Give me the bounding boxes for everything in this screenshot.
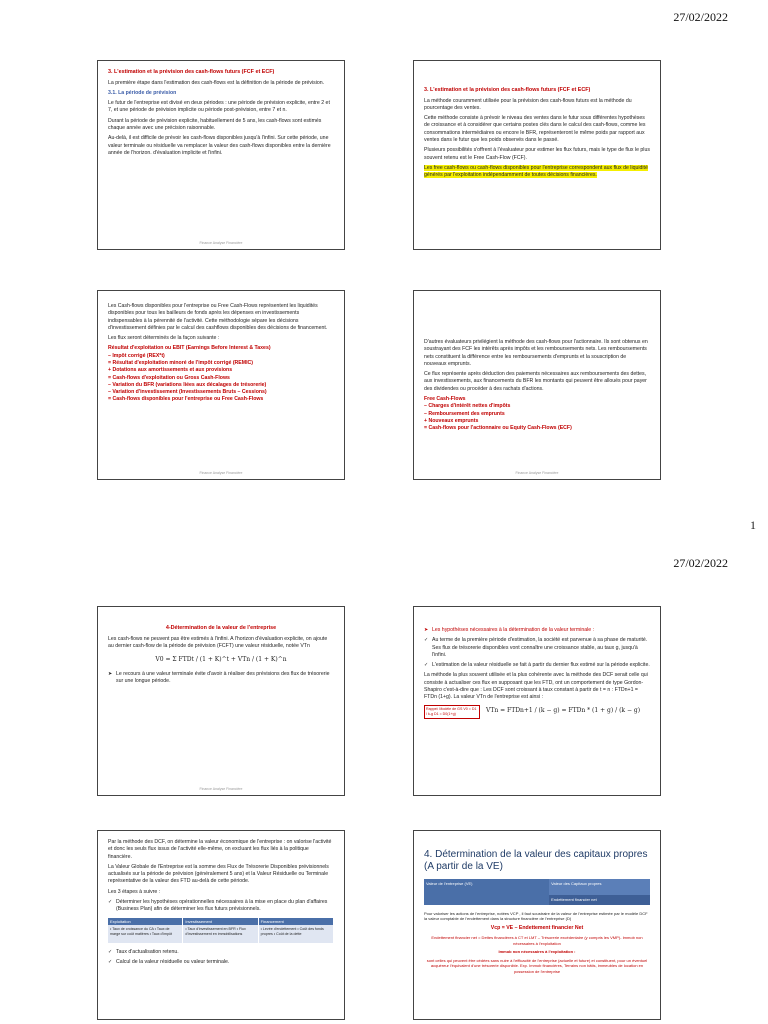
slide-footer: Finance Analyse Financière [515, 471, 559, 475]
slide-text: Les Cash-flows disponibles pour l'entreprise ou Free Cash-Flows représentent les liquidités disponibles pour tous les bailleurs de fonds après les dépenses en investissements indispensables à la pérennité de l'activité. Cette méthodologie sépare les décisions d'investissement définies par le calcul des cashflows disponibles des décisions de financement. [108, 303, 328, 331]
hypothesis-table-header [108, 918, 334, 926]
flow-line: – Variation d'investissement (Investissements Bruts – Cessions) [108, 389, 267, 396]
slide-2 [413, 60, 661, 250]
ve-block: Valeur de l'entreprise (VE) [424, 879, 549, 905]
slide-text: Les 3 étapes à suivre : [108, 888, 161, 895]
slide-text: Le futur de l'entreprise est divisé en deux périodes : une période de prévision explicite, entre 2 et 7, et une période de prévision implicite ou période post-prévision, entre 7 et n. [108, 100, 330, 114]
flow-line: – Charges d'intérêt nettes d'impôts [424, 403, 511, 410]
bullet-text: ✓ L'estimation de la valeur résiduelle se fait à partir du dernier flux estimé sur la période explicite. [424, 662, 650, 669]
slide-text: D'autres évaluateurs privilégient la méthode des cash-flows pour l'actionnaire. Ils sont obtenus en soustrayant des FCF les intérêts après impôts et les remboursements nets. Les remboursements nets constituent la différence entre les remboursements d'emprunts et la souscription de nouveaux emprunts. [424, 339, 648, 367]
slide-text: Au-delà, il est difficile de prévoir les cash-flows disponibles jusqu'à l'infini. Sur cette période, une valeur terminale ou résiduelle va remplacer la valeur des cash-flows disponibles entre la dernière année de l'horizon. d'évaluation implicite et l'infini. [108, 135, 331, 156]
ve-diagram [424, 879, 650, 905]
slide-title: 4. Détermination de la valeur des capitaux propres (A partir de la VE) [424, 849, 648, 872]
flow-line: = Cash-flows pour l'actionnaire ou Equity Cash-Flows (ECF) [424, 425, 572, 432]
slide-title: 3. L'estimation et la prévision des cash-flows futurs (FCF et ECF) [108, 69, 275, 75]
formula: VTn = FTDn+1 / (k − g) = FTDn * (1 + g) / (k − g) [486, 707, 641, 715]
flow-line: + Nouveaux emprunts [424, 417, 479, 424]
flow-line: Résultat d'exploitation ou EBIT (Earnings Before Interest & Taxes) [108, 345, 271, 352]
slide-footer: Finance Analyse Financière [199, 787, 243, 791]
flow-line: = Cash-flows disponibles pour l'entreprise ou Free Cash-Flows [108, 396, 264, 403]
slide-6 [413, 606, 661, 796]
slide-5 [97, 606, 345, 796]
page-date: 27/02/2022 [673, 10, 728, 24]
slide-title: 3. L'estimation et la prévision des cash-flows futurs (FCF et ECF) [424, 87, 591, 93]
slide-text: ➤ Le recours à une valeur terminale évite d'avoir à réaliser des prévisions des flux de trésorerie sur une longue période. [108, 671, 334, 686]
flow-list [424, 396, 650, 432]
bullet-text: ✓ Taux d'actualisation retenu. [108, 949, 334, 956]
table-cell: • Levée d'endettement • Coût des fonds propres • Coût de la dette [259, 925, 334, 943]
slide-text: Ce flux représente après déduction des paiements nécessaires aux remboursements des dettes, aux investissements, aux financements du BFR les montants qui peuvent être alloués pour payer des dividendes ou procéder à des rachats d'actions. [424, 371, 647, 392]
page-number: 1 [750, 518, 756, 532]
table-header-cell: Exploitation [108, 918, 183, 926]
slide-text: La Valeur Globale de l'Entreprise est la somme des Flux de Trésorerie Disponibles prévisionnels actualisés sur la période de prévision (généralement 5 ans) et la Valeur Résiduelle ou Terminale représentative de la valeur des FTD au-delà de cette période. [108, 863, 329, 885]
slide-text: Durant la période de prévision explicite, habituellement de 5 ans, les cash-flows sont estimés chaque année avec une précision raisonnable. [108, 117, 322, 131]
slide-text: Plusieurs possibilités s'offrent à l'évaluateur pour estimer les flux futurs, mais le type de flux le plus souvent retenu est le Free Cash-Flow (FCF). [424, 147, 650, 161]
flow-list [108, 345, 334, 403]
slide-footer: Finance Analyse Financière [199, 471, 243, 475]
slide-7 [97, 830, 345, 1020]
slide-4 [413, 290, 661, 480]
slide-1 [97, 60, 345, 250]
slide-subtitle: 3.1. La période de prévision [108, 89, 177, 96]
rappel-box: Rappel: Modèle de GS V0 = D1 / k-g D1 = D0(1+g) [424, 705, 480, 719]
table-cell: • Taux de croissance du CA • Taux de marge sur coût matières • Taux d'impôt [108, 925, 183, 943]
slide-text: Endettement financier net = Dettes financières à CT et LMT – Trésorerie excédentaire (y compris les VMP)- Immob non nécessaires à l'exploitation [431, 935, 643, 946]
slide-title: 4-Détermination de la valeur de l'entreprise [165, 625, 277, 631]
flow-line: = Cash-flows d'exploitation ou Gross Cash-Flows [108, 374, 230, 381]
table-header-cell: Investissement [183, 918, 258, 926]
slide-text: Les flux seront déterminés de la façon suivante : [108, 335, 220, 342]
slide-8 [413, 830, 661, 1020]
slide-text: La méthode la plus souvent utilisée et la plus cohérente avec la méthode des DCF serait celle qui consiste à actualiser ces flux en supposant que les FTD, ont un comportement de type Gordon-Shapiro c'est-à-dire que : Les DCF sont croissant à taux constant à partir de t = n : FTDn+1 = FTDn (1+g). La valeur VTn de l'entreprise est ainsi : [424, 672, 648, 701]
bullet-text: ✓ Déterminer les hypothèses opérationnelles nécessaires à la mise en place du plan d'affaires (Business Plan) afin de déterminer les flux futurs prévisionnels. [108, 899, 334, 914]
formula: V0 = Σ FTDt / (1 + K)^t + VTn / (1 + K)^n [155, 656, 287, 664]
flow-line: Free Cash-Flows [424, 395, 466, 402]
flow-line: – Variation du BFR (variations liées aux décalages de trésorerie) [108, 381, 267, 388]
debt-block: Endettement financier net [549, 895, 650, 905]
slide-text: Immob non nécessaires à l'exploitation : [498, 949, 576, 955]
slide-title: ➤ Les hypothèses nécessaires à la détermination de la valeur terminale : [424, 627, 650, 634]
vcp-block: Valeur des Capitaux propres [549, 879, 650, 895]
slide-text: La méthode couramment utilisée pour la prévision des cash-flows futurs est la méthode du pourcentage des ventes. [424, 97, 632, 111]
highlighted-text: Les free cash-flows ou cash-flows disponibles pour l'entreprise correspondent aux flux de liquidité générés par l'exploitation indépendamment de toutes décisions financières. [424, 164, 648, 179]
slide-text: sont celles qui peuvent être cédées sans nuire à l'efficacité de l'entreprise (actuelle et future) et constituent, pour un éventuel acquéreur l'équivalent d'une trésorerie disponible. Exp. Immob financières, Terrains non bâtis, immeubles de location en possession de l'entreprise [426, 957, 648, 975]
slide-text: Les cash-flows ne peuvent pas être estimés à l'infini. A l'horizon d'évaluation explicite, on ajoute au dernier cash-flow de la période de prévision (FCFT) une valeur résiduelle, notée VTn [108, 635, 328, 649]
slide-3 [97, 290, 345, 480]
bullet-text: ✓ Calcul de la valeur résiduelle ou valeur terminale. [108, 959, 334, 966]
slide-text: Par la méthode des DCF, on détermine la valeur économique de l'entreprise : on valorise l'activité et donc les seuls flux issus de l'activité elle-même, on excluant les flux liés à la politique financière. [108, 839, 332, 860]
flow-line: + Dotations aux amortissements et aux provisions [108, 367, 233, 374]
slide-text: Pour valoriser les actions de l'entreprise, notées VCP , il faut soustraire de la valeur de l'entreprise estimée par le modèle DCF la valeur comptable de l'endettement dans la structure financière de l'entreprise (D) [424, 910, 648, 922]
equation: Vcp = VE – Endettement financier Net [490, 924, 584, 931]
hypothesis-table-body [108, 925, 334, 943]
table-header-cell: Financement [259, 918, 334, 926]
table-cell: • Taux d'investissement en BFR • Flux d'investissement en immobilisations [183, 925, 258, 943]
flow-line: – Remboursement des emprunts [424, 410, 505, 417]
page-date: 27/02/2022 [673, 556, 728, 570]
flow-line: – Impôt corrigé (REX*t) [108, 352, 165, 359]
slide-text: Cette méthode consiste à prévoir le niveau des ventes dans le futur sous différentes hypothèses de croissance et à considérer que certains postes clés dans le calcul des cash-flows, comme les consommations intermédiaires ou encore le BFR, représenteront le même poids par rapport aux ventes dans le futur que les poids observés dans le passé. [424, 115, 646, 143]
slide-text: La première étape dans l'estimation des cash-flows est la définition de la période de prévision. [108, 79, 325, 86]
bullet-text: ✓ Au terme de la première période d'estimation, la société est parvenue à sa phase de maturité. Ses flux de trésorerie disponibles vont connaître une croissance stable, au taux g, jusqu'à l'infini. [424, 637, 650, 659]
flow-line: = Résultat d'exploitation minoré de l'impôt corrigé (REMIC) [108, 359, 253, 366]
slide-footer: Finance Analyse Financière [199, 241, 243, 245]
